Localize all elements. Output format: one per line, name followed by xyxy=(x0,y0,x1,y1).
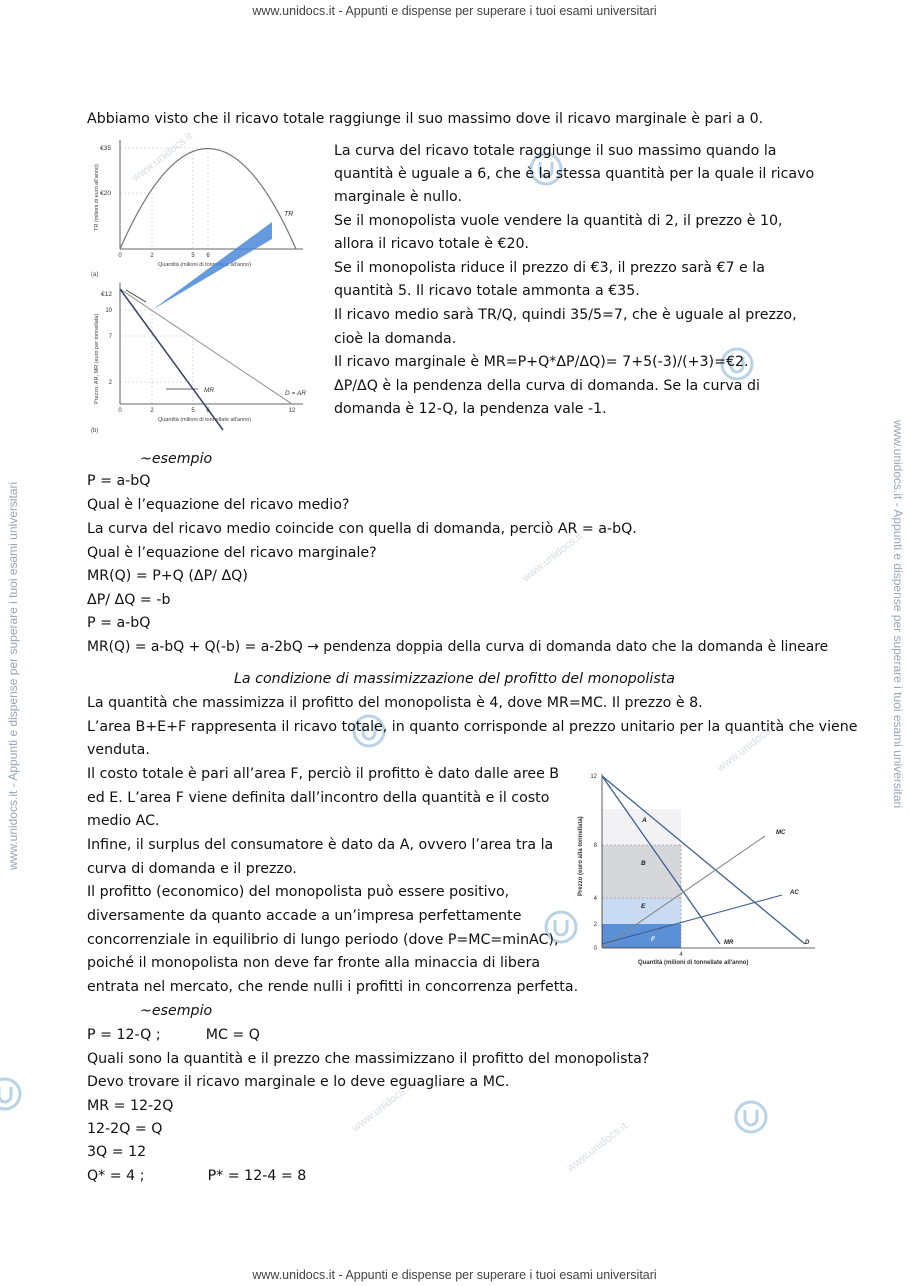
fig1-bottom-xtick: 6 xyxy=(206,408,210,414)
revenue-figure xyxy=(88,136,318,436)
example2-line: MR = 12-2Q xyxy=(87,1098,174,1114)
example2-line: 12-2Q = Q xyxy=(87,1121,163,1137)
section2-line: entrata nel mercato, che rende nulli i profitti in concorrenza perfetta. xyxy=(87,979,579,995)
example2-line: Devo trovare il ricavo marginale e lo deve eguagliare a MC. xyxy=(87,1074,510,1090)
example1-line: Qual è l’equazione del ricavo marginale? xyxy=(87,545,377,561)
faint-watermark: www.unidocs.it xyxy=(520,530,585,585)
header-watermark: www.unidocs.it - Appunti e dispense per superare i tuoi esami universitari xyxy=(252,4,657,18)
mr-curve-label: MR xyxy=(724,940,734,946)
panel-b-label: (b) xyxy=(91,428,99,434)
side-watermark-left: www.unidocs.it - Appunti e dispense per superare i tuoi esami universitari xyxy=(6,481,20,870)
fig2-xlabel: Quantità (milioni di tonnellate all'anno) xyxy=(638,960,749,966)
unidocs-logo-icon xyxy=(0,1075,24,1113)
fig1-bottom-ytick: €12 xyxy=(101,291,112,298)
fig1-top-xtick: 0 xyxy=(118,253,122,259)
right-col-line: La curva del ricavo totale raggiunge il suo massimo quando la xyxy=(334,143,777,159)
d-curve-label: D xyxy=(805,940,810,946)
unidocs-logo-icon xyxy=(732,1098,770,1136)
fig1-top-xtick: 2 xyxy=(150,253,154,259)
example1-line: MR(Q) = a-bQ + Q(-b) = a-2bQ → pendenza doppia della curva di domanda dato che la domanda è lineare xyxy=(87,639,829,655)
panel-a-label: (a) xyxy=(91,272,99,278)
section2-line: venduta. xyxy=(87,742,150,758)
demand-label: D = AR xyxy=(285,390,306,397)
fig2-xtick: 4 xyxy=(679,952,683,958)
right-col-line: domanda è 12-Q, la pendenza vale -1. xyxy=(334,401,607,417)
right-col-line: Se il monopolista vuole vendere la quantità di 2, il prezzo è 10, xyxy=(334,213,783,229)
section2-line: medio AC. xyxy=(87,813,160,829)
area-e-label: E xyxy=(641,903,646,910)
example1-line: P = a-bQ xyxy=(87,473,151,489)
example1-line: P = a-bQ xyxy=(87,615,151,631)
fig1-bottom-ytick: 7 xyxy=(108,334,112,340)
fig1-top-xtick: 6 xyxy=(206,253,210,259)
right-col-line: Il ricavo marginale è MR=P+Q*ΔP/ΔQ)= 7+5(-3)/(+3)=€2. xyxy=(334,354,749,370)
section2-line: Il costo totale è pari all’area F, perciò il profitto è dato dalle aree B xyxy=(87,766,560,782)
section2-line: curva di domanda e il prezzo. xyxy=(87,861,297,877)
section2-line: poiché il monopolista non deve far fronte alla minaccia di libera xyxy=(87,955,541,971)
example-label: ~esempio xyxy=(140,1003,213,1019)
area-b-label: B xyxy=(641,860,646,867)
fig1-top-xlabel: Quantità (milioni di tonnellate all'anno) xyxy=(158,262,252,268)
right-col-line: quantità 5. Il ricavo totale ammonta a €35. xyxy=(334,283,640,299)
section2-line: La quantità che massimizza il profitto del monopolista è 4, dove MR=MC. Il prezzo è 8. xyxy=(87,695,703,711)
ac-label: AC xyxy=(790,890,799,896)
fig2-ytick: 2 xyxy=(593,922,597,928)
fig1-top-ytick: €20 xyxy=(100,190,111,197)
section2-line: concorrenziale in equilibrio di lungo periodo (dove P=MC=minAC), xyxy=(87,932,559,948)
example2-line: P = 12-Q ; MC = Q xyxy=(87,1027,260,1043)
section-heading: La condizione di massimizzazione del profitto del monopolista xyxy=(234,671,675,687)
right-col-line: Il ricavo medio sarà TR/Q, quindi 35/5=7, che è uguale al prezzo, xyxy=(334,307,797,323)
tr-label: TR xyxy=(284,211,294,218)
intro-paragraph: Abbiamo visto che il ricavo totale raggiunge il suo massimo dove il ricavo marginale è pari a 0. xyxy=(87,111,764,127)
example1-line: Qual è l’equazione del ricavo medio? xyxy=(87,497,350,513)
faint-watermark: www.unidocs.it xyxy=(130,130,195,185)
fig1-top-ytick: €35 xyxy=(100,145,111,152)
faint-watermark: www.unidocs.it xyxy=(565,1120,630,1175)
area-a xyxy=(602,809,681,845)
side-watermark-right: www.unidocs.it - Appunti e dispense per superare i tuoi esami universitari xyxy=(891,420,905,809)
example2-line: Quali sono la quantità e il prezzo che massimizzano il profitto del monopolista? xyxy=(87,1051,650,1067)
fig2-ylabel: Prezzo (euro alla tonnellata) xyxy=(578,816,584,896)
fig1-bottom-ylabel: Prezzo, AR, MR (euro per tonnellata) xyxy=(94,313,100,404)
fig1-bottom-ytick: 2 xyxy=(108,380,112,386)
section2-line: Infine, il surplus del consumatore è dato da A, ovvero l’area tra la xyxy=(87,837,554,853)
area-f xyxy=(602,924,681,948)
right-col-line: allora il ricavo totale è €20. xyxy=(334,236,530,252)
right-col-line: ΔP/ΔQ è la pendenza della curva di domanda. Se la curva di xyxy=(334,378,760,394)
example-label: ~esempio xyxy=(140,451,213,467)
section2-line: L’area B+E+F rappresenta il ricavo totale, in quanto corrisponde al prezzo unitario per la quantità che viene xyxy=(87,719,858,735)
fig1-bottom-xtick: 12 xyxy=(288,408,296,414)
section2-line: Il profitto (economico) del monopolista può essere positivo, xyxy=(87,884,510,900)
mc-label: MC xyxy=(776,830,786,836)
fig1-top-xtick: 5 xyxy=(191,253,195,259)
example2-line: Q* = 4 ; P* = 12-4 = 8 xyxy=(87,1168,307,1184)
fig1-bottom-ytick: 10 xyxy=(105,308,112,314)
fig1-bottom-xtick: 5 xyxy=(191,408,195,414)
mr-label: MR xyxy=(204,387,215,394)
fig2-ytick: 4 xyxy=(593,896,597,902)
example1-line: MR(Q) = P+Q (ΔP/ ΔQ) xyxy=(87,568,248,584)
area-a-label: A xyxy=(642,817,647,824)
faint-watermark: www.unidocs.it xyxy=(715,720,780,775)
section2-line: diversamente da quanto accade a un’impresa perfettamente xyxy=(87,908,522,924)
example1-line: ΔP/ ΔQ = -b xyxy=(87,592,171,608)
right-col-line: cioè la domanda. xyxy=(334,331,457,347)
right-col-line: marginale è nullo. xyxy=(334,189,462,205)
fig1-bottom-xlabel: Quantità (milioni di tonnellate all'anno) xyxy=(158,417,252,423)
faint-watermark: www.unidocs.it xyxy=(350,1080,415,1135)
right-col-line: quantità è uguale a 6, che è la stessa quantità per la quale il ricavo xyxy=(334,166,815,182)
fig1-bottom-xtick: 2 xyxy=(150,408,154,414)
section2-line: ed E. L’area F viene definita dall’incontro della quantità e il costo xyxy=(87,790,550,806)
example2-line: 3Q = 12 xyxy=(87,1144,147,1160)
footer-watermark: www.unidocs.it - Appunti e dispense per superare i tuoi esami universitari xyxy=(252,1268,657,1282)
fig1-bottom-xtick: 0 xyxy=(118,408,122,414)
fig2-ytick: 8 xyxy=(593,843,597,849)
profit-figure xyxy=(560,768,820,968)
area-f-label: F xyxy=(651,936,655,943)
right-col-line: Se il monopolista riduce il prezzo di €3, il prezzo sarà €7 e la xyxy=(334,260,765,276)
fig2-ytick: 12 xyxy=(590,774,597,780)
example1-line: La curva del ricavo medio coincide con quella di domanda, perciò AR = a-bQ. xyxy=(87,521,637,537)
fig1-top-ylabel: TR (milioni di euro all'anno) xyxy=(94,164,100,231)
fig2-ytick: 0 xyxy=(593,946,597,952)
